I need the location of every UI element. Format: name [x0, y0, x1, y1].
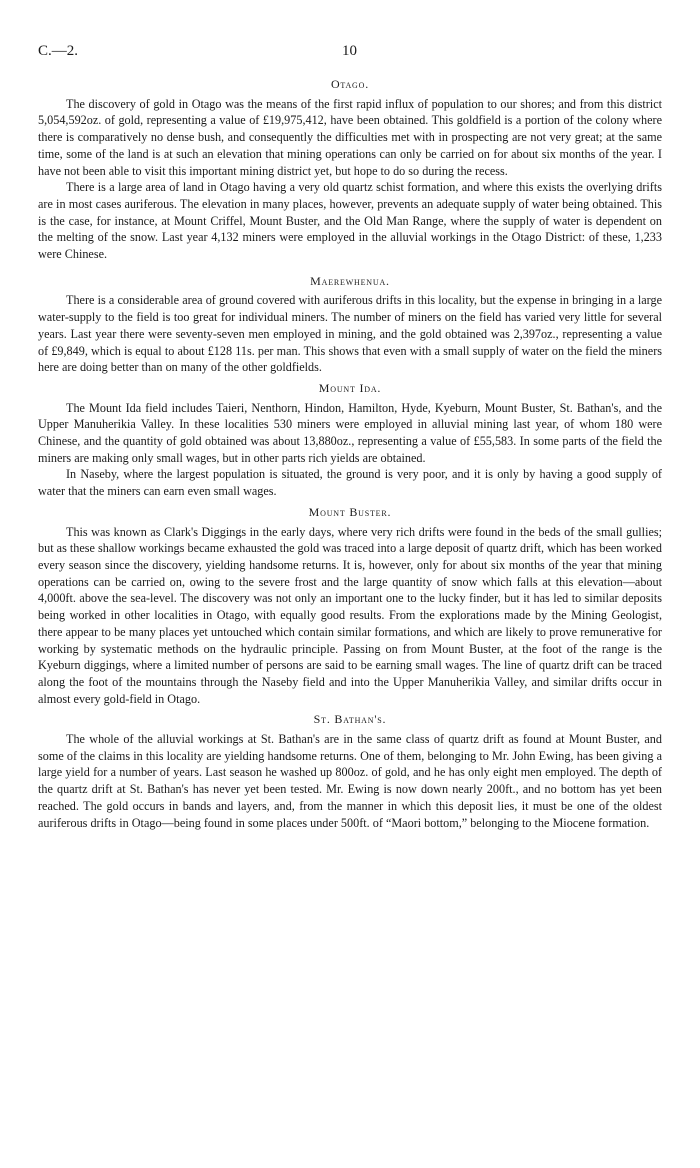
paragraph: In Naseby, where the largest population is situated, the ground is very poor, and it is only by having a good supply of water that the miners can earn even small wages.: [38, 467, 662, 499]
paragraph: This was known as Clark's Diggings in the early days, where very rich drifts were found in the beds of the small gullies; but as these shallow workings became exhausted the gold was traced into a large deposit of quartz drift, which has been worked every season since the discovery, yielding handsome returns. It is, however, only for about six months of the year that mining operations can be carried on, owing to the severe frost and the large quantity of snow which falls at this elevation—about 4,000ft. above the sea-level. The discovery was not only an important one to the lucky finder, but it has led to similar deposits being worked in other localities in Otago, with equally good results. From the explorations made by the Mining Geologist, there appear to be many places yet untouched which contain similar formations, and which are likely to prove remunerative for working by systematic methods on the hydraulic principle. Passing on from Mount Buster, at the foot of the range is the Kyeburn diggings, where a limited number of persons are said to be earning small wages. The line of quartz drift can be traced along the foot of the mountains through the Naseby field and into the Upper Manuherikia Valley, and similar drifts occur in almost every gold-field in Otago.: [38, 524, 662, 706]
paragraph: There is a considerable area of ground covered with auriferous drifts in this locality, but the expense in bringing in a large water-supply to the field is too great for individual miners. The number of miners on the field has varied very little for several years. Last year there were seventy-seven men employed in mining, and the gold obtained was 2,397oz., representing a value of £9,849, which is equal to about £128 11s. per man. This shows that even with a small supply of water on the field the miners here are doing better than on many of the other goldfields.: [38, 293, 662, 375]
section-heading: Maerewhenua.: [310, 273, 390, 288]
paragraph: The whole of the alluvial workings at St. Bathan's are in the same class of quartz drift as found at Mount Buster, and some of the claims in this locality are yielding handsome returns. One of them, belonging to Mr. John Ewing, has been giving a large yield for a number of years. Last season he washed up 800oz. of gold, and he has only eight men employed. The depth of the quartz drift at St. Bathan's has never yet been tested. Mr. Ewing is now down nearly 200ft., and no bottom has yet been reached. The gold occurs in bands and layers, and, from the manner in which this deposit lies, it must be one of the oldest auriferous drifts in Otago—being found in some places under 500ft. of “Maori bottom,” belonging to the Miocene formation.: [38, 732, 662, 830]
document-reference: C.—2.: [38, 43, 79, 59]
document-body: [38, 76, 662, 831]
section-heading: Otago.: [330, 77, 370, 91]
section-otago: [38, 76, 662, 263]
section-heading: Mount Buster.: [308, 504, 392, 519]
section-heading: Mount Ida.: [318, 380, 382, 395]
paragraph: The discovery of gold in Otago was the means of the first rapid influx of population to our shores; and from this district 5,054,592oz. of gold, representing a value of £19,975,412, have been obtained. This goldfield is a portion of the colony where there is comparatively no dense bush, and consequently the difficulties met with in prospecting are not very great; at the same time, some of the land is at such an elevation that mining operations can only be carried on for about six months of the year. I have not been able to visit this important mining district yet, but hope to do so during the recess.: [38, 96, 662, 178]
section-mount-ida: [38, 380, 662, 500]
paragraph: There is a large area of land in Otago having a very old quartz schist formation, and where this exists the overlying drifts are in most cases auriferous. The elevation in many places, however, prevents an adequate supply of water being obtained. This is the case, for instance, at Mount Criffel, Mount Buster, and the Old Man Range, where the supply of water is dependent on the melting of the snow. Last year 4,132 miners were employed in the alluvial workings in the Otago District: of these, 1,233 were Chinese.: [38, 180, 662, 262]
section-mount-buster: [38, 504, 662, 707]
page-header: [38, 43, 662, 65]
section-maerewhenua: [38, 273, 662, 376]
page-number: 10: [342, 43, 357, 59]
section-st-bathans: [38, 711, 662, 831]
paragraph: The Mount Ida field includes Taieri, Nenthorn, Hindon, Hamilton, Hyde, Kyeburn, Mount Buster, St. Bathan's, and the Upper Manuherikia Valley. In these localities 530 miners were employed in alluvial mining last year, of whom 180 were Chinese, and the quantity of gold obtained was about 13,880oz., representing a value of £55,583. In some parts of the field the miners are making only small wages, but in other parts rich yields are obtained.: [38, 400, 662, 465]
section-heading: St. Bathan's.: [313, 712, 387, 727]
